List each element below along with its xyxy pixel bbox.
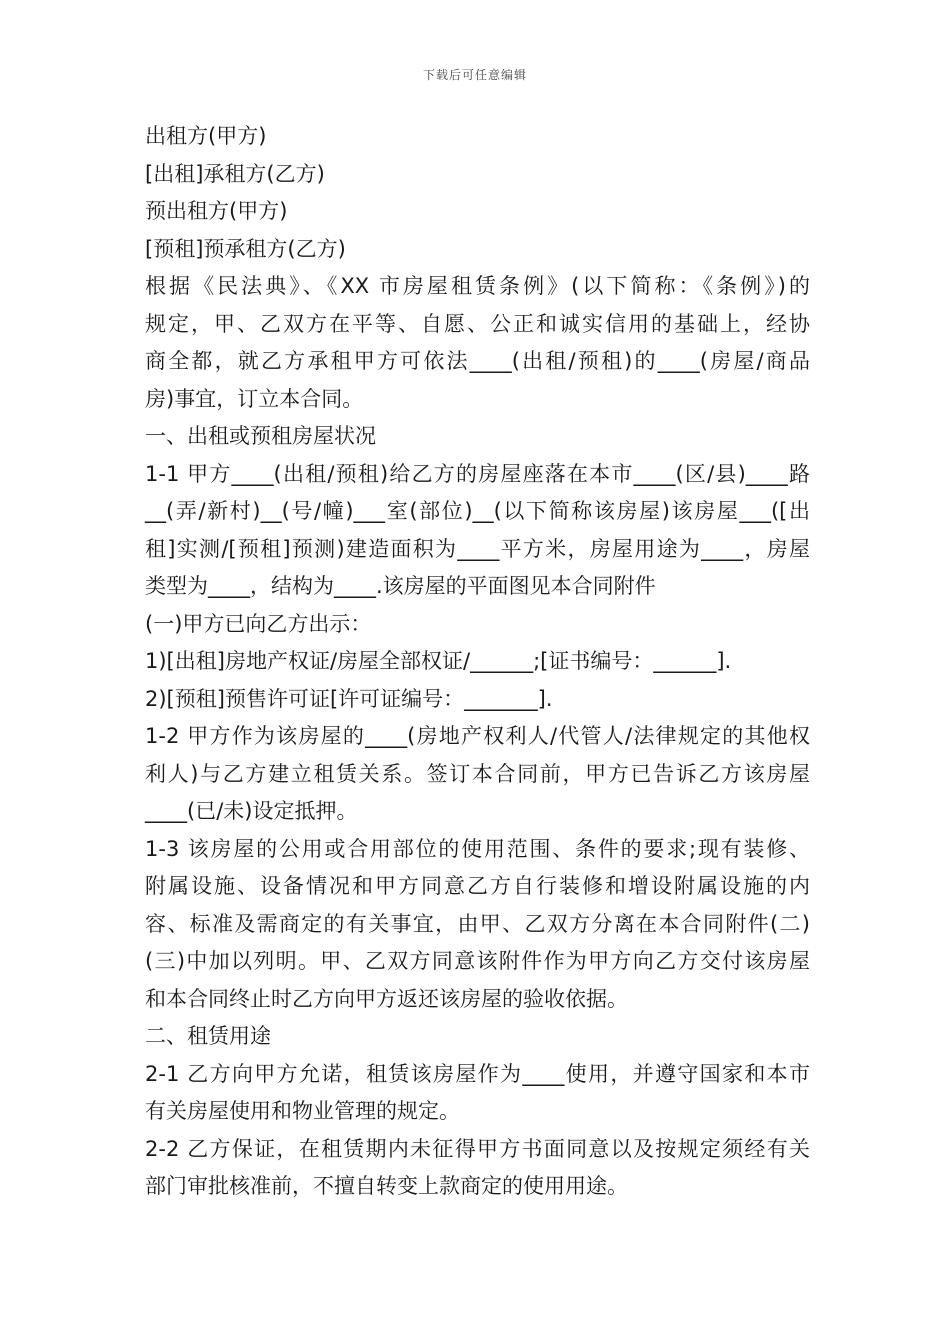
preamble-line: 房)事宜，订立本合同。 [145,386,364,411]
clause-line: 2-2 乙方保证，在租赁期内未征得甲方书面同意以及按规定须经有关 [145,1136,810,1161]
clause-line: 1-2 甲方作为该房屋的____(房地产权利人/代管人/法律规定的其他权 [145,724,810,748]
clause-line: 利人)与乙方建立租赁关系。签订本合同前，甲方已告诉乙方该房屋 [145,761,810,786]
clause-1-2 [145,718,810,831]
clause-line: 部门审批核准前，不擅自转变上款商定的使用用途。 [145,1174,628,1198]
clause-2-1 [145,1056,810,1131]
list-item-2: 2)[预租]预售许可证[许可证编号：_______]. [145,686,553,711]
clause-line: __(弄/新村)__(号/幢)___室(部位)__(以下简称该房屋)该房屋___([出 [145,499,810,523]
preamble-paragraph [145,268,810,418]
party-a-label: 出租方(甲方) [145,124,267,148]
clause-line: 1-1 甲方____(出租/预租)给乙方的房屋座落在本市____(区/县)____路 [145,461,810,486]
preamble-line: 规定，甲、乙双方在平等、自愿、公正和诚实信用的基础上，经协 [145,311,810,336]
section-2-title: 二、租赁用途 [145,1024,271,1048]
clause-line: 类型为____，结构为____.该房屋的平面图见本合同附件 [145,574,656,598]
clause-line: 租]实测/[预租]预测)建造面积为____平方米，房屋用途为____，房屋 [145,536,810,561]
clause-line: 容、标准及需商定的有关事宜，由甲、乙双方分离在本合同附件(二) [145,911,810,936]
sub-section-1: (一)甲方已向乙方出示： [145,611,372,636]
preamble-line: 根据《民法典》、《XX 市房屋租赁条例》(以下简称：《条例》)的 [145,274,810,298]
preamble-line: 商全都，就乙方承租甲方可依法____(出租/预租)的____(房屋/商品 [145,349,810,373]
pre-party-a-label: 预出租方(甲方) [145,199,288,223]
clause-line: 2-1 乙方向甲方允诺，租赁该房屋作为____使用，并遵守国家和本市 [145,1061,810,1086]
clause-2-2 [145,1131,810,1206]
contract-body [145,118,810,1206]
clause-1-1 [145,456,810,606]
clause-line: 1-3 该房屋的公用或合用部位的使用范围、条件的要求;现有装修、 [145,836,810,861]
clause-line: ____(已/未)设定抵押。 [145,799,358,823]
clause-line: 和本合同终止时乙方向甲方返还该房屋的验收依据。 [145,986,628,1011]
party-b-label: [出租]承租方(乙方) [145,161,325,186]
clause-line: 附属设施、设备情况和甲方同意乙方自行装修和增设附属设施的内 [145,874,810,898]
clause-line: (三)中加以列明。甲、乙双方同意该附件作为甲方向乙方交付该房屋 [145,949,810,973]
section-1-title: 一、出租或预租房屋状况 [145,424,376,448]
page-header-note: 下载后可任意编辑 [422,68,527,82]
pre-party-b-label: [预租]预承租方(乙方) [145,236,346,261]
list-item-1: 1)[出租]房地产权证/房屋全部权证/______;[证书编号：______]. [145,649,732,673]
clause-line: 有关房屋使用和物业管理的规定。 [145,1099,460,1123]
clause-1-3 [145,831,810,1019]
